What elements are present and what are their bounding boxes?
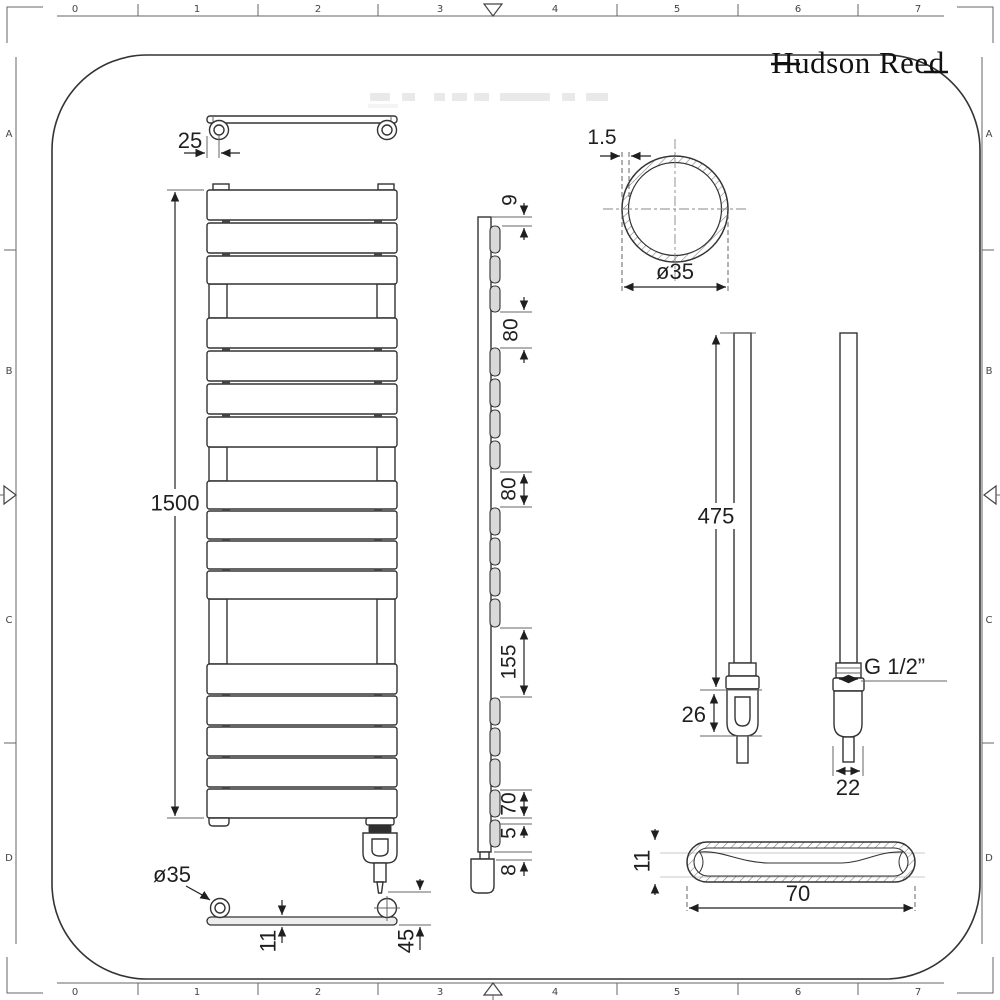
dim-gap2-80	[498, 472, 533, 507]
ruler-col-label: 7	[914, 987, 922, 998]
ruler-col-label: 0	[71, 4, 79, 15]
electric-element	[363, 818, 397, 893]
ruler-row-label: A	[5, 129, 13, 140]
dim-label-475: 475	[697, 503, 735, 529]
element-cable	[377, 882, 383, 893]
dim-width-70	[687, 881, 915, 911]
dim-label-g12: G 1/2”	[864, 654, 926, 679]
logo-text: Hudson Reed	[771, 45, 945, 80]
dim-bracket-offset	[178, 128, 240, 158]
dim-thickness-11	[630, 829, 656, 895]
ruler-col-label: 3	[436, 987, 444, 998]
dim-plate-11	[256, 900, 283, 952]
panel-group-1	[207, 190, 397, 284]
dim-label-80: 80	[497, 477, 521, 501]
ruler-col-label: 6	[794, 987, 802, 998]
ruler-col-label: 2	[314, 4, 322, 15]
element-view-right	[833, 333, 947, 800]
side-tube	[377, 284, 395, 318]
panel-cross-section	[630, 829, 926, 911]
side-profile-foot	[471, 859, 494, 893]
dim-label-9: 9	[498, 194, 522, 206]
side-view	[471, 194, 532, 893]
ruler-col-label: 5	[673, 987, 681, 998]
bottom-view	[153, 862, 431, 953]
dim-label-25: 25	[177, 128, 203, 153]
dim-label-11: 11	[255, 929, 281, 953]
dim-panel-gap-5	[498, 824, 533, 839]
ruler-row-label: C	[5, 615, 13, 626]
dim-gap1-80	[500, 297, 533, 363]
ruler-col-label: 6	[794, 4, 802, 15]
wall-plate	[207, 917, 397, 925]
panel-group-2	[207, 318, 397, 447]
ruler-row-label: B	[5, 366, 13, 377]
dim-pitch-70	[498, 790, 533, 818]
side-tube	[209, 599, 227, 664]
dim-label-1.5: 1.5	[587, 126, 617, 149]
dim-label-o35: ø35	[153, 862, 191, 887]
dim-clearance-45	[388, 879, 431, 953]
element-view-left	[682, 333, 762, 763]
corner-bracket-bottom-right	[957, 957, 993, 993]
element-rod	[840, 333, 857, 663]
ruler-row-label: A	[985, 129, 993, 140]
ruler-col-label: 7	[914, 4, 922, 15]
dim-wall-1_5	[587, 126, 651, 198]
ruler-col-label: 4	[551, 4, 559, 15]
dim-label-26: 26	[681, 702, 706, 727]
ruler-col-label: 1	[193, 987, 201, 998]
dim-label-1500: 1500	[150, 490, 200, 516]
corner-bracket-top-right	[957, 7, 993, 43]
side-tube	[377, 447, 395, 481]
dim-label-22: 22	[835, 775, 861, 800]
ruler-row-label: D	[5, 853, 13, 864]
dim-label-5: 5	[497, 827, 521, 839]
front-view	[151, 184, 397, 893]
dim-label-45: 45	[393, 928, 419, 954]
dim-label-o35: ø35	[656, 259, 694, 284]
dim-foot-8	[494, 852, 532, 876]
corner-bracket-top-left	[7, 7, 43, 43]
panel-group-4	[207, 664, 397, 818]
dim-gap3-155	[498, 628, 533, 697]
dim-label-8: 8	[497, 864, 521, 876]
dim-label-155: 155	[497, 644, 521, 680]
dim-height-1500	[151, 190, 204, 818]
ruler-row-label: B	[985, 366, 993, 377]
ruler-col-label: 0	[71, 987, 79, 998]
dim-label-70: 70	[785, 881, 811, 906]
ruler-col-label: 1	[193, 4, 201, 15]
element-pin	[737, 736, 748, 763]
side-tube	[209, 284, 227, 318]
corner-bracket-bottom-left	[7, 957, 43, 993]
ruler-row-label: C	[985, 615, 993, 626]
dim-label-70: 70	[497, 792, 521, 816]
element-thread	[836, 663, 861, 678]
side-tube	[209, 447, 227, 481]
faint-watermark	[368, 93, 608, 108]
panel-group-3	[207, 481, 397, 599]
element-rod	[734, 333, 751, 663]
ruler-col-label: 3	[436, 4, 444, 15]
side-tube	[377, 599, 395, 664]
dim-label-11: 11	[629, 849, 655, 873]
ruler-col-label: 5	[673, 4, 681, 15]
top-view	[178, 116, 397, 158]
wall-tab-left	[213, 184, 229, 190]
brand-logo	[771, 45, 948, 80]
dim-label-80: 80	[499, 318, 523, 342]
wall-rail	[207, 116, 397, 123]
element-body	[834, 691, 862, 737]
dim-tube-o35	[153, 862, 210, 900]
tube-cross-section	[587, 126, 748, 292]
foot-left	[209, 818, 229, 826]
ruler-row-label: D	[985, 853, 993, 864]
ruler-col-label: 2	[314, 987, 322, 998]
ruler-col-label: 4	[551, 987, 559, 998]
side-profile-bar	[478, 217, 491, 852]
wall-tab-right	[378, 184, 394, 190]
element-pin	[843, 737, 854, 762]
